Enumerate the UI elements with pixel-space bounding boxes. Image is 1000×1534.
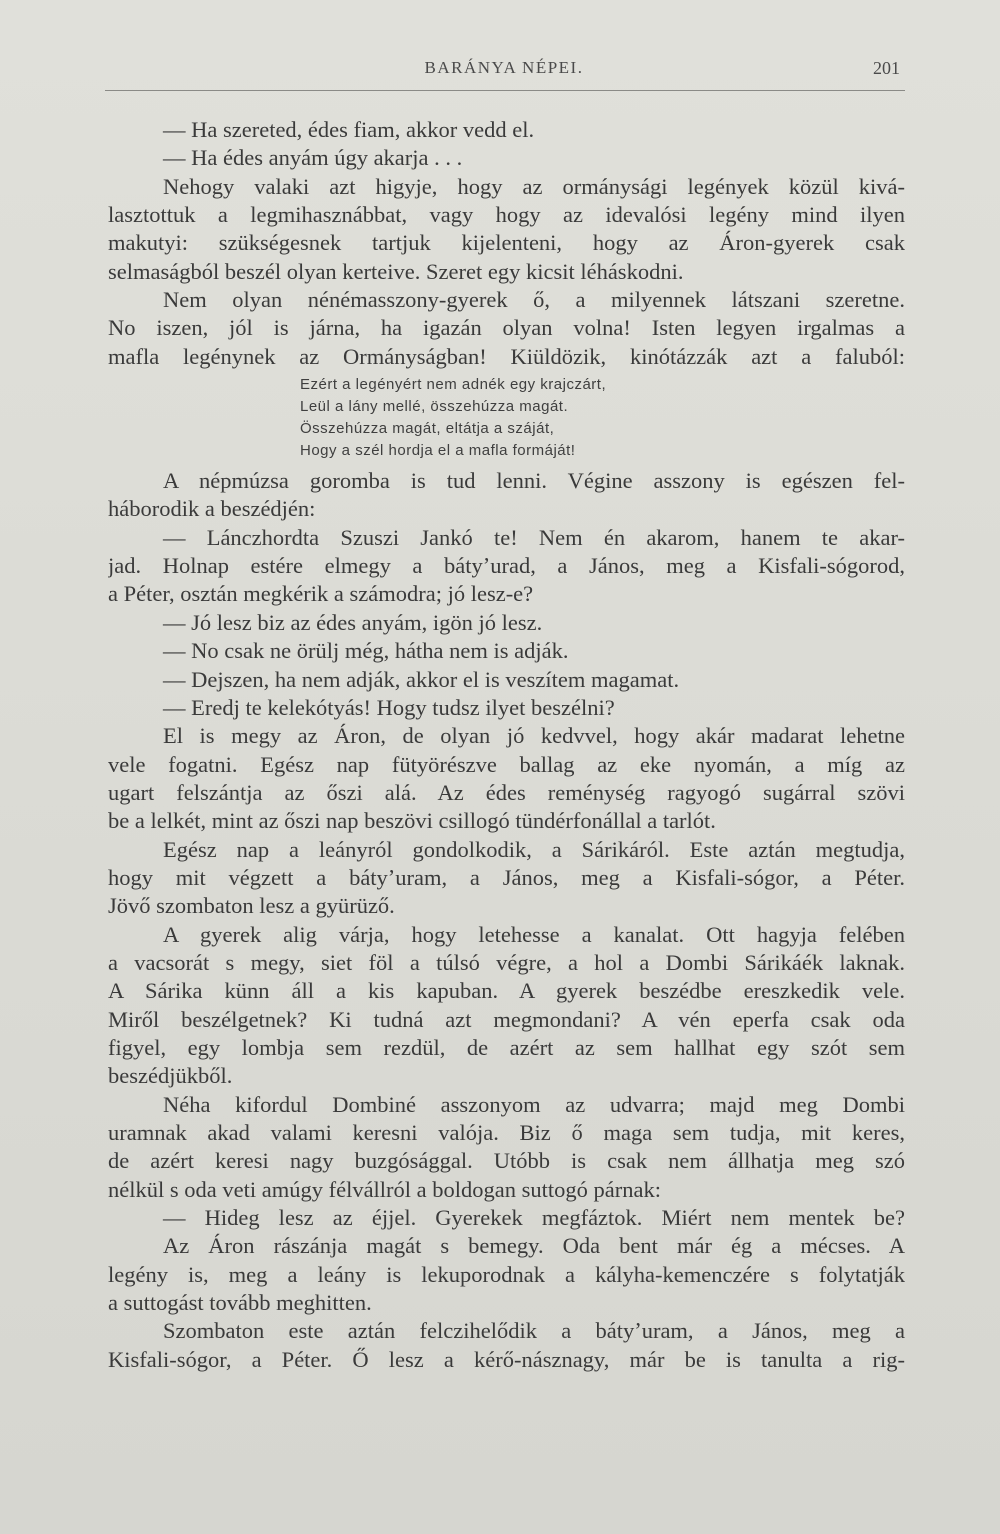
text-line: selmaságból beszél olyan kerteive. Szeret egy kicsit léháskodni. — [108, 258, 684, 284]
text-block-a — [108, 116, 905, 371]
text-line: Jövő szombaton lesz a gyürüző. — [108, 893, 395, 919]
text-line: beszédjükből. — [108, 1063, 233, 1089]
text-line: vele fogatni. Egész nap fütyörészve ballag az eke nyomán, a míg az — [108, 751, 905, 777]
text-line: A gyerek alig várja, hogy letehesse a kanalat. Ott hagyja felében — [163, 921, 905, 947]
text-line: uramnak akad valami keresni valója. Biz ő maga sem tudja, mit keres, — [108, 1120, 905, 1145]
text-line: a Péter, osztán megkérik a számodra; jó lesz-e? — [108, 581, 534, 607]
text-line: Szombaton este aztán felczihelődik a bátyʼuram, a János, meg a — [163, 1318, 905, 1344]
text-line: No iszen, jól is járna, ha igazán olyan volna! Isten legyen irgalmas a — [108, 315, 905, 341]
running-head — [108, 58, 900, 88]
text-line: figyel, egy lombja sem rezdül, de azért az sem hallhat egy szót sem — [108, 1034, 905, 1060]
text-line: be a lelkét, mint az őszi nap beszövi csillogó tündérfonállal a tarlót. — [108, 808, 716, 834]
text-line: A Sárika künn áll a kis kapuban. A gyerek beszédbe ereszkedik vele. — [108, 978, 905, 1004]
text-line: Az Áron rászánja magát s bemegy. Oda bent már ég a mécses. A — [163, 1233, 905, 1259]
page-number: 201 — [873, 58, 900, 78]
text-line: a suttogást tovább meghitten. — [108, 1290, 372, 1316]
text-line: Nehogy valaki azt higyje, hogy az ormánysági legények közül kivá- — [163, 173, 905, 199]
text-block-b — [108, 467, 905, 1374]
text-line: lasztottuk a legmihasznábbat, vagy hogy az idevalósi legény mind ilyen — [108, 202, 905, 228]
text-line: — No csak ne örülj még, hátha nem is adják. — [163, 638, 569, 664]
text-line: A népmúzsa goromba is tud lenni. Végine asszony is egészen fel- — [163, 468, 905, 494]
text-line: háborodik a beszédjén: — [108, 496, 316, 522]
text-line: legény is, meg a leány is lekuporodnak a kályha-kemenczére s folytatják — [108, 1261, 905, 1287]
running-head-title: BARÁNYA NÉPEI. — [424, 58, 584, 77]
text-line: ugart felszántja az őszi alá. Az édes reménység ragyogó sugárral szövi — [108, 779, 905, 805]
text-line: makutyi: szükségesnek tartjuk kijelenteni, hogy az Áron-gyerek csak — [108, 230, 905, 256]
verse-line: Leül a lány mellé, összehúzza magát. — [300, 398, 569, 416]
verse-line: Hogy a szél hordja el a mafla formáját! — [300, 442, 576, 460]
text-line: jad. Holnap estére elmegy a bátyʼurad, a János, meg a Kisfali-sógorod, — [108, 553, 905, 579]
text-line: Miről beszélgetnek? Ki tudná azt megmondani? A vén eperfa csak oda — [108, 1006, 905, 1032]
text-line: — Eredj te kelekótyás! Hogy tudsz ilyet beszélni? — [163, 694, 615, 720]
text-line: Egész nap a leányról gondolkodik, a Sárikáról. Este aztán megtudja, — [163, 836, 905, 862]
verse-line: Ezért a legényért nem adnék egy krajczárt, — [300, 376, 607, 394]
text-line: hogy mit végzett a bátyʼuram, a János, meg a Kisfali-sógor, a Péter. — [108, 864, 905, 890]
text-line: — Dejszen, ha nem adják, akkor el is veszítem magamat. — [163, 666, 680, 692]
body-text — [108, 116, 905, 1374]
text-line: — Lánczhordta Szuszi Jankó te! Nem én akarom, hanem te akar- — [163, 524, 905, 550]
text-line: nélkül s oda veti amúgy félvállról a boldogan suttogó párnak: — [108, 1176, 661, 1202]
text-line: mafla legénynek az Ormányságban! Kiüldözik, kinótázzák azt a faluból: — [108, 343, 905, 369]
text-line: Nem olyan nénémasszony-gyerek ő, a milyennek látszani szeretne. — [163, 287, 905, 313]
text-line: Néha kifordul Dombiné asszonyom az udvarra; majd meg Dombi — [163, 1091, 905, 1117]
header-rule — [105, 90, 905, 91]
folk-verse — [108, 374, 905, 462]
text-line: — Jó lesz biz az édes anyám, igön jó lesz. — [163, 609, 543, 635]
text-line: El is megy az Áron, de olyan jó kedvvel, hogy akár madarat lehetne — [163, 723, 905, 749]
text-line: Kisfali-sógor, a Péter. Ő lesz a kérő-násznagy, már be is tanulta a rig- — [108, 1346, 905, 1372]
text-line: — Ha édes anyám úgy akarja . . . — [163, 145, 463, 171]
text-line: — Ha szereted, édes fiam, akkor vedd el. — [163, 117, 535, 142]
text-line: a vacsorát s megy, siet föl a túlsó végre, a hol a Dombi Sárikáék laknak. — [108, 949, 905, 975]
verse-line: Összehúzza magát, eltátja a száját, — [300, 420, 555, 438]
text-line: de azért keresi nagy buzgósággal. Utóbb is csak nem állhatja meg szó — [108, 1148, 905, 1174]
text-line: — Hideg lesz az éjjel. Gyerekek megfáztok. Miért nem mentek be? — [163, 1205, 905, 1231]
